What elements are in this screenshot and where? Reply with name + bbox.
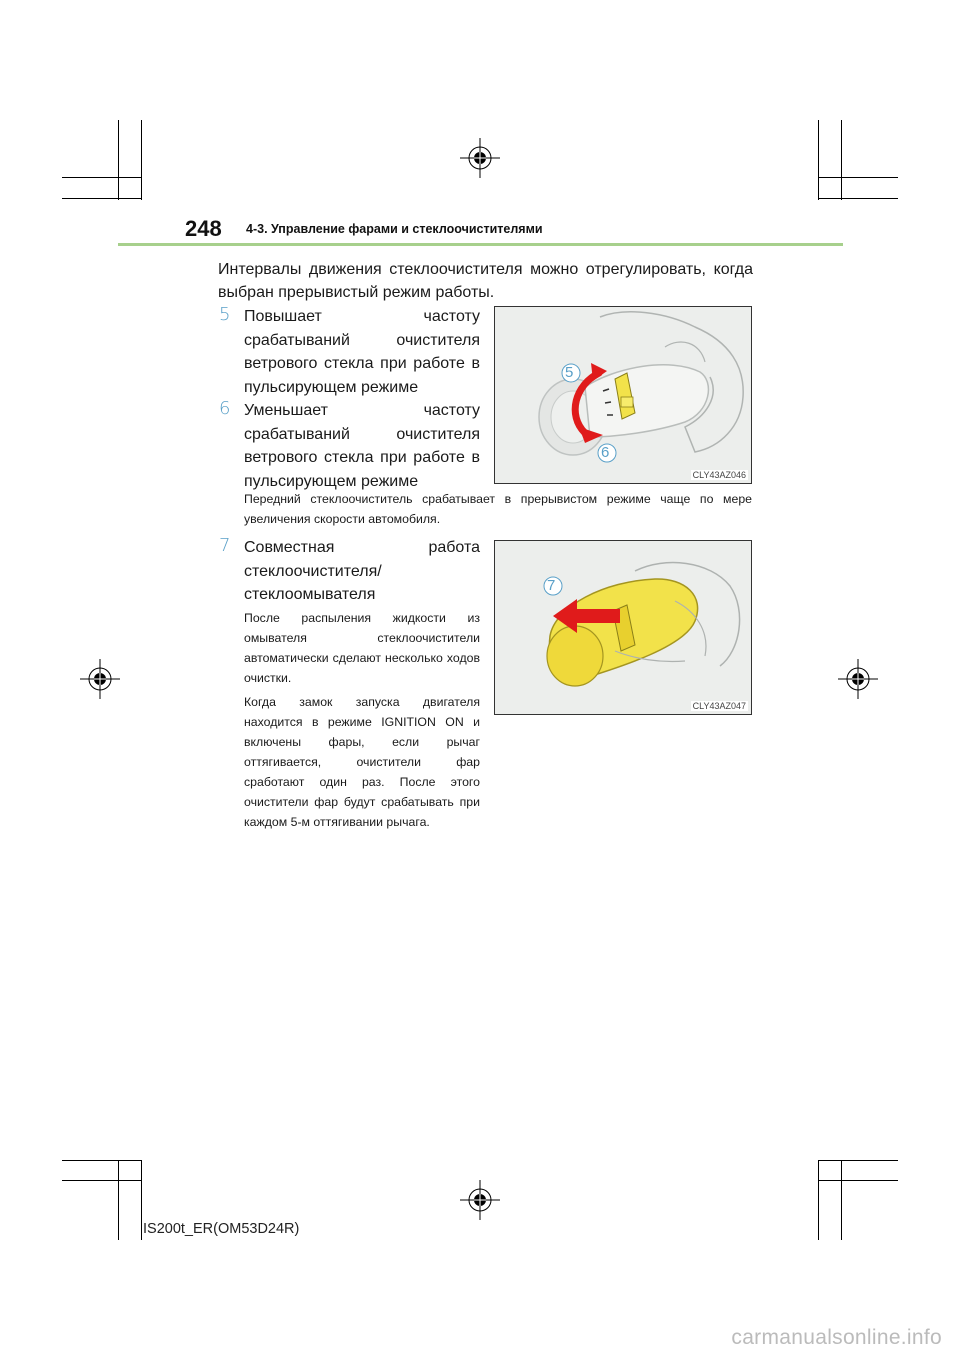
header-divider (118, 243, 843, 246)
figure-callout-7: 7 (547, 577, 556, 594)
section-title: 4-3. Управление фарами и стеклоочистителями (246, 222, 543, 236)
item-text-6: Уменьшает частоту срабатываний очистителя ветрового стекла при работе в пульсирующем режиме (244, 402, 480, 490)
watermark: carmanualsonline.info (731, 1326, 942, 1349)
note-speed: Передний стеклоочиститель срабатывает в прерывистом режиме чаще по мере увеличения скорости автомобиля. (244, 492, 752, 526)
item-text-7: Совместная работа стеклоочистителя/ стеклоомывателя (244, 539, 480, 603)
wiper-lever-illustration (495, 307, 751, 483)
registration-mark-left-icon (80, 659, 120, 699)
figure-wiper-frequency (494, 306, 752, 484)
item-number-7: 7 (219, 535, 231, 556)
figure-code: CLY43AZ047 (692, 701, 746, 711)
item-number-6: 6 (219, 398, 231, 419)
page-number: 248 (185, 216, 222, 241)
note-headlamp-cleaners: Когда замок запуска двигателя находится в режиме IGNITION ON и включены фары, если рычаг оттягивается, очистители фар сработают один раз. После этого очистители фар будут срабатывать при каждом 5-м оттягивании рычага. (244, 695, 480, 829)
registration-mark-top-icon (460, 138, 500, 178)
intro-paragraph: Интервалы движения стеклоочистителя можно отрегулировать, когда выбран прерывистый режим работы. (218, 261, 753, 301)
registration-mark-bottom-icon (460, 1180, 500, 1220)
item-text-5: Повышает частоту срабатываний очистителя ветрового стекла при работе в пульсирующем режиме (244, 308, 480, 396)
item-number-5: 5 (219, 304, 231, 325)
registration-mark-right-icon (838, 659, 878, 699)
footer-model-code: IS200t_ER(OM53D24R) (143, 1221, 300, 1237)
figure-callout-5: 5 (565, 364, 574, 381)
figure-callout-6: 6 (601, 444, 610, 461)
figure-washer (494, 540, 752, 715)
washer-lever-illustration (495, 541, 751, 714)
figure-code: CLY43AZ046 (692, 470, 746, 480)
note-washer: После распыления жидкости из омывателя стеклоочистители автоматически сделают несколько ходов очистки. (244, 611, 480, 685)
